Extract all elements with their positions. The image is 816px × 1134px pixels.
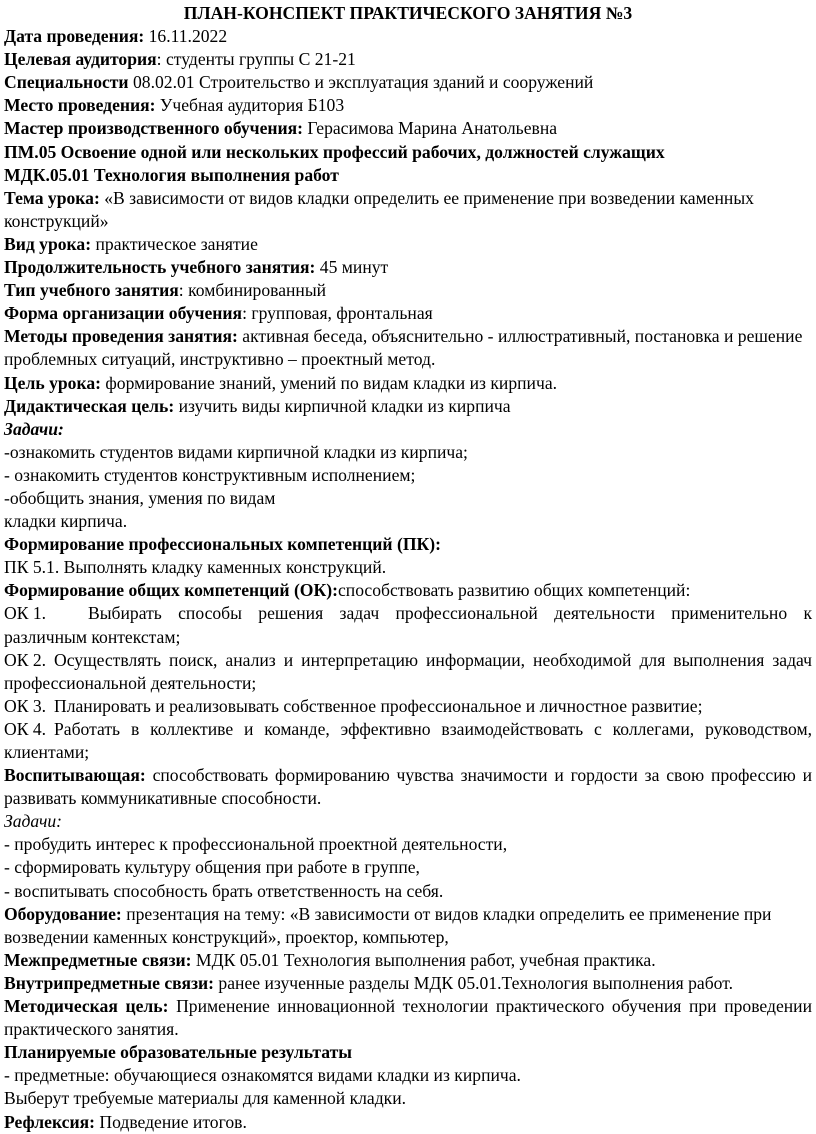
lesson-kind-label: Вид урока: [4, 233, 92, 254]
method-goal-line [4, 995, 812, 1041]
didactic-goal-value: изучить виды кирпичной кладки из кирпича [174, 395, 511, 416]
specialty-line [4, 71, 812, 94]
place-line [4, 94, 812, 117]
inter-links-label: Межпредметные связи: [4, 949, 192, 970]
place-value: Учебная аудитория Б103 [155, 95, 345, 116]
date-line [4, 25, 812, 48]
date-label: Дата проведения: [4, 26, 145, 47]
ok-number: ОК 4. [4, 718, 47, 739]
ok-heading [4, 579, 812, 602]
duration-value: 45 минут [315, 257, 389, 278]
org-form-line [4, 302, 812, 325]
task-item: -обобщить знания, умения по видам [4, 487, 276, 508]
upbringing-line [4, 764, 812, 810]
lesson-type-line [4, 279, 812, 302]
methods-line [4, 325, 812, 371]
duration-line [4, 256, 812, 279]
tasks2-label: Задачи: [4, 811, 63, 832]
ok-text: Выбирать способы решения задач профессиональной деятельности применительно к различным контекстам; [4, 603, 812, 647]
mdk-line [4, 164, 812, 187]
intra-links-value: ранее изученные разделы МДК 05.01.Технология выполнения работ. [214, 972, 733, 993]
equipment-line [4, 903, 812, 949]
tasks-heading [4, 418, 812, 441]
method-goal-value: Применение инновационной технологии практического обучения при проведении практического занятия. [4, 996, 813, 1040]
duration-label: Продолжительность учебного занятия: [4, 257, 316, 278]
document-title: ПЛАН-КОНСПЕКТ ПРАКТИЧЕСКОГО ЗАНЯТИЯ №3 [183, 3, 633, 23]
inter-links-value: МДК 05.01 Технология выполнения работ, учебная практика. [191, 949, 656, 970]
intra-links-line [4, 972, 812, 995]
methods-value: активная беседа, объяснительно - иллюстративный, постановка и решение проблемных ситуаций, инструктивно – проектный метод. [4, 326, 803, 370]
tasks-label: Задачи: [4, 418, 64, 439]
didactic-goal-line [4, 395, 812, 418]
org-form-label: Форма организации обучения [4, 303, 243, 324]
task-item: кладки кирпича. [4, 511, 128, 532]
upbringing-value: способствовать формированию чувства значимости и гордости за свою профессию и развивать коммуникативные способности. [4, 765, 812, 809]
pk-item: ПК 5.1. Выполнять кладку каменных конструкций. [4, 557, 387, 578]
org-form-value: : групповая, фронтальная [242, 303, 433, 324]
task2-item: - сформировать культуру общения при работе в группе, [4, 857, 420, 878]
topic-value: «В зависимости от видов кладки определить ее применение при возведении каменных конструкций» [4, 187, 754, 231]
reflection-label: Рефлексия: [4, 1111, 95, 1132]
tasks2-heading [4, 810, 812, 833]
pk-label: Формирование профессиональных компетенций (ПК): [4, 534, 441, 555]
equipment-label: Оборудование: [4, 903, 122, 924]
reflection-value: Подведение итогов. [94, 1111, 247, 1132]
master-label: Мастер производственного обучения: [4, 118, 304, 139]
master-line [4, 117, 812, 140]
lesson-kind-line [4, 233, 812, 256]
topic-line [4, 187, 812, 233]
pm-line [4, 141, 812, 164]
topic-label: Тема урока: [4, 187, 100, 208]
goal-label: Цель урока: [4, 372, 101, 393]
task2-item: - пробудить интерес к профессиональной проектной деятельности, [4, 834, 508, 855]
results-label: Планируемые образовательные результаты [4, 1042, 352, 1063]
ok-item [4, 602, 812, 648]
specialty-value: 08.02.01 Строительство и эксплуатация зданий и сооружений [128, 72, 594, 93]
reflection-line [4, 1111, 812, 1134]
master-value: Герасимова Марина Анатольевна [303, 118, 558, 139]
ok-item [4, 649, 812, 695]
ok-text: Осуществлять поиск, анализ и интерпретацию информации, необходимой для выполнения задач профессиональной деятельности; [4, 649, 812, 693]
audience-line [4, 48, 812, 71]
audience-label: Целевая аудитория [4, 49, 157, 70]
ok-label: Формирование общих компетенций (ОК): [4, 580, 338, 601]
audience-value: : студенты группы С 21-21 [156, 49, 356, 70]
result-item: Выберут требуемые материалы для каменной кладки. [4, 1088, 407, 1109]
upbringing-label: Воспитывающая: [4, 765, 146, 786]
specialty-label: Специальности [4, 72, 129, 93]
result-item: - предметные: обучающиеся ознакомятся видами кладки из кирпича. [4, 1065, 521, 1086]
mdk-text: МДК.05.01 Технология выполнения работ [4, 164, 339, 185]
ok-text: Работать в коллективе и команде, эффективно взаимодействовать с коллегами, руководством, клиентами; [4, 718, 812, 762]
methods-label: Методы проведения занятия: [4, 326, 238, 347]
ok-item [4, 695, 812, 718]
intra-links-label: Внутрипредметные связи: [4, 972, 215, 993]
results-heading [4, 1041, 812, 1064]
pk-heading [4, 533, 812, 556]
task-item: -ознакомить студентов видами кирпичной кладки из кирпича; [4, 441, 468, 462]
task2-item: - воспитывать способность брать ответственность на себя. [4, 880, 444, 901]
task-item: - ознакомить студентов конструктивным исполнением; [4, 464, 416, 485]
method-goal-label: Методическая цель: [4, 996, 169, 1017]
goal-value: формирование знаний, умений по видам кладки из кирпича. [100, 372, 558, 393]
ok-item [4, 718, 812, 764]
lesson-type-value: : комбинированный [178, 280, 327, 301]
inter-links-line [4, 949, 812, 972]
ok-intro: способствовать развитию общих компетенций: [337, 580, 691, 601]
ok-text: Планировать и реализовывать собственное профессиональное и личностное развитие; [54, 695, 703, 716]
lesson-kind-value: практическое занятие [91, 233, 258, 254]
ok-number: ОК 3. [4, 695, 47, 716]
ok-number: ОК 1. [4, 603, 47, 624]
equipment-value: презентация на тему: «В зависимости от видов кладки определить ее применение при возведении каменных конструкций», проектор, компьютер, [4, 903, 772, 947]
pm-text: ПМ.05 Освоение одной или нескольких профессий рабочих, должностей служащих [4, 141, 665, 162]
ok-number: ОК 2. [4, 649, 47, 670]
lesson-type-label: Тип учебного занятия [4, 280, 179, 301]
date-value: 16.11.2022 [144, 26, 228, 47]
goal-line [4, 372, 812, 395]
didactic-goal-label: Дидактическая цель: [4, 395, 175, 416]
place-label: Место проведения: [4, 95, 156, 116]
